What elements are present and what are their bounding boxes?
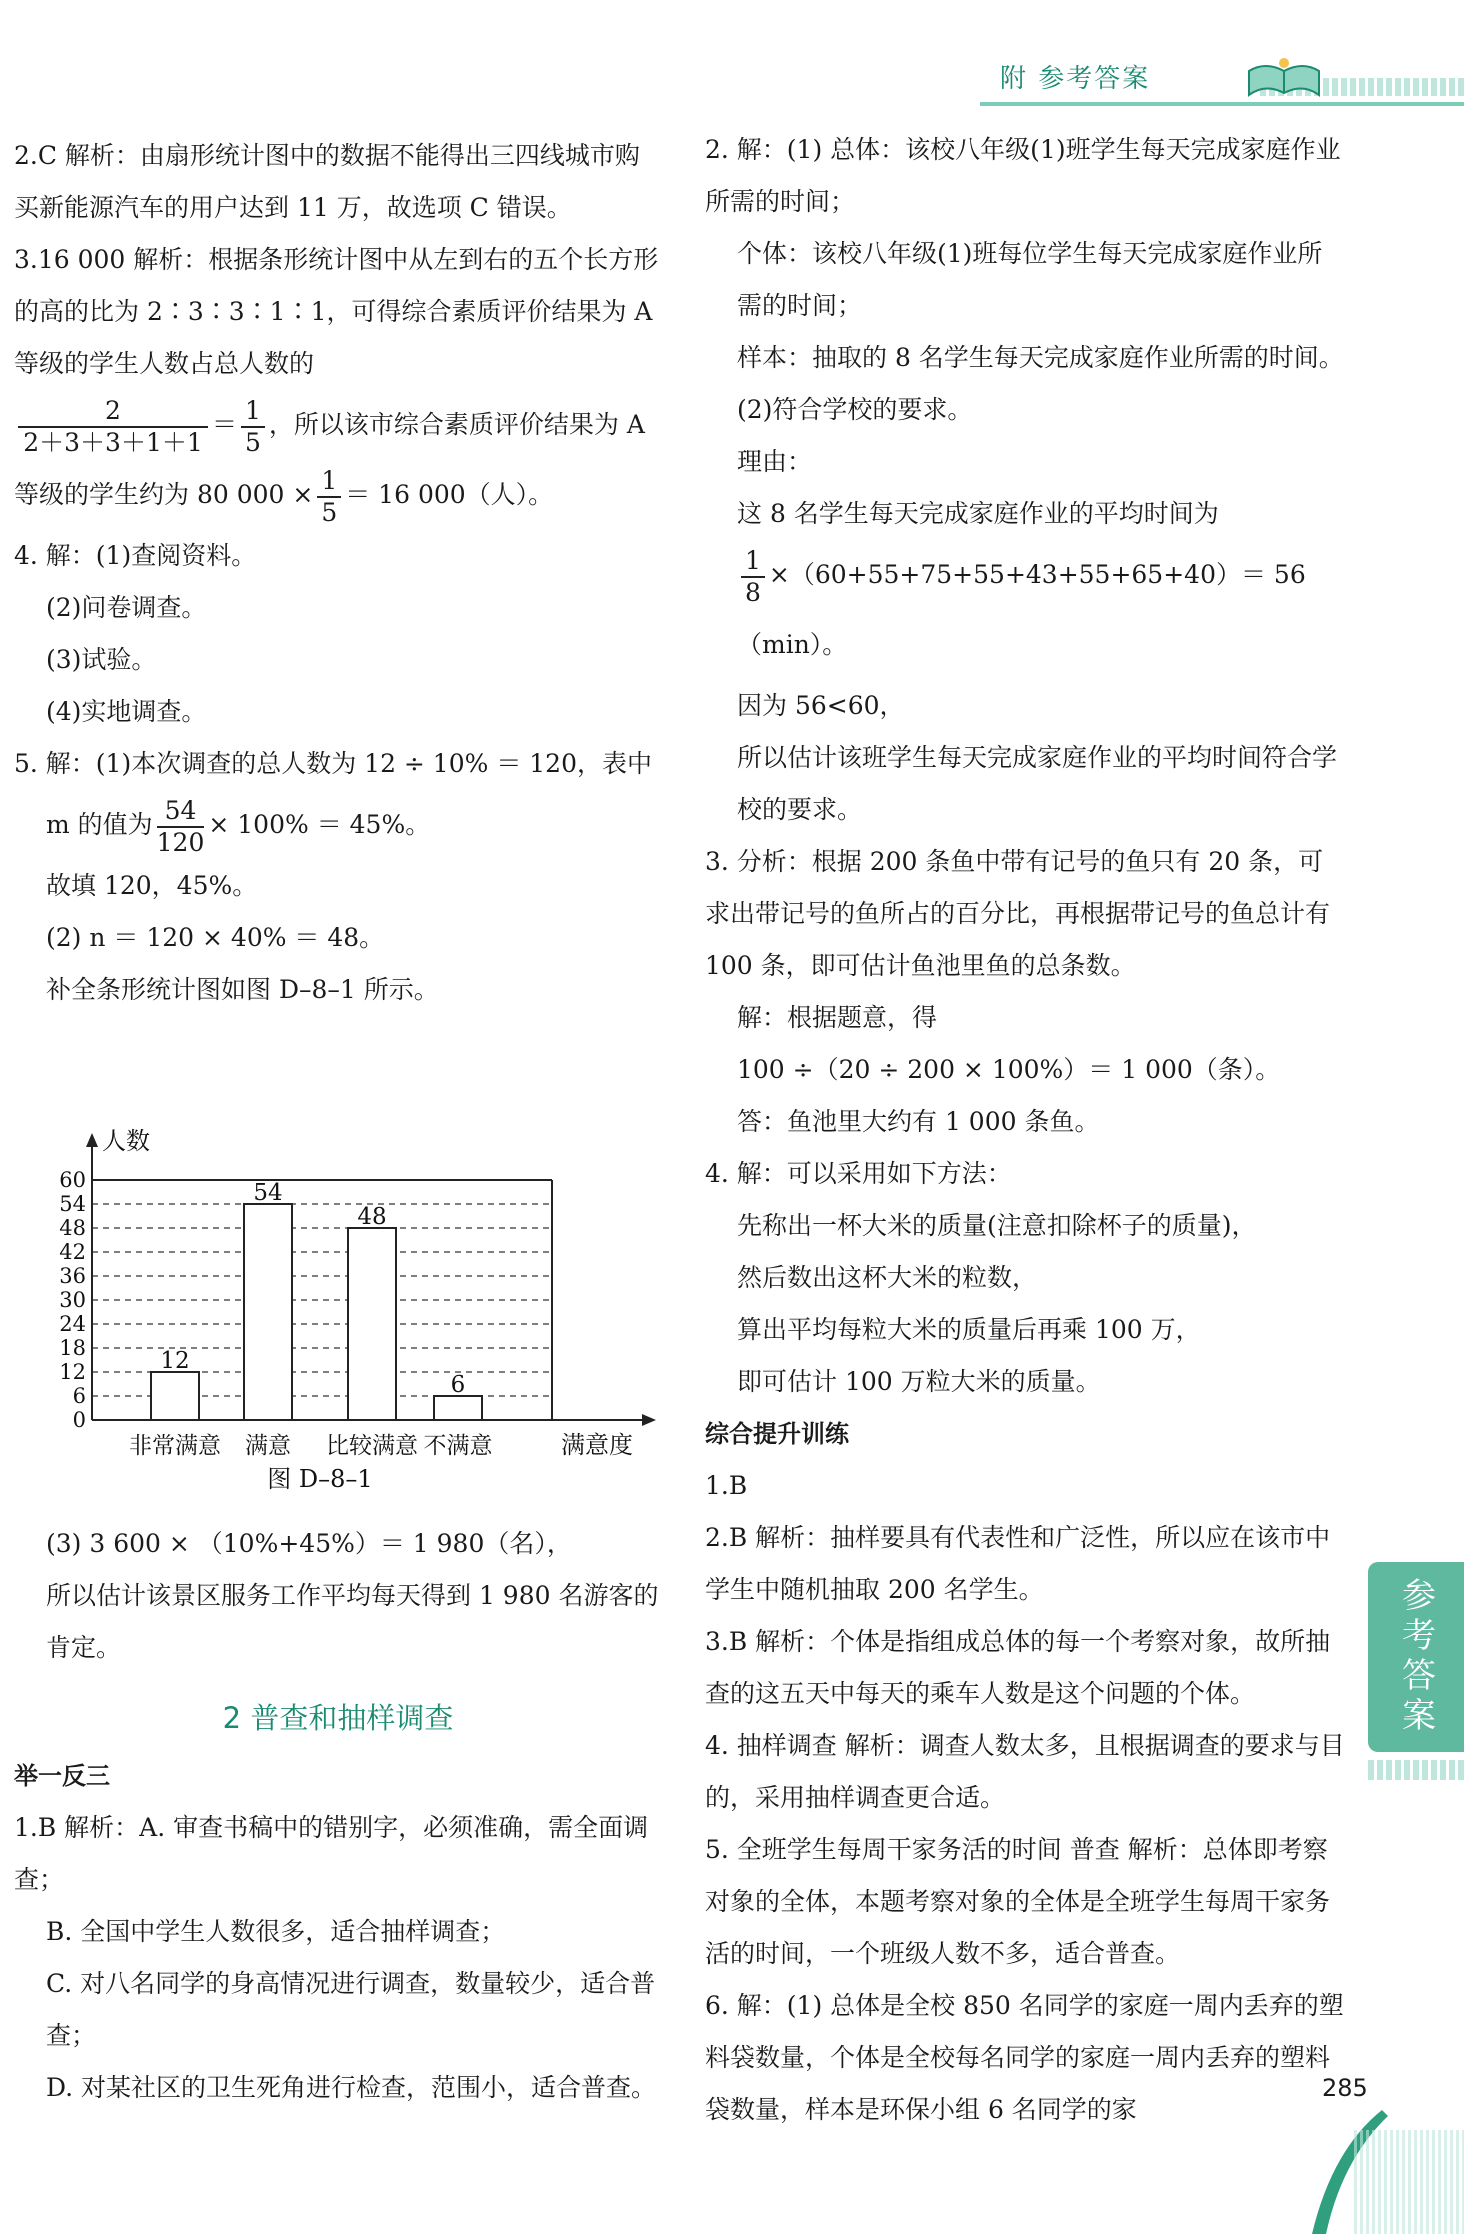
x-axis-arrow — [642, 1414, 656, 1426]
fraction: $\frac{1}{5}$ — [241, 396, 265, 458]
answer-2: 2.C 解析：由扇形统计图中的数据不能得出三四线城市购买新能源汽车的用户达到 11 万，故选项 C 错误。 — [14, 141, 640, 222]
answer-3: 3.16 000 解析：根据条形统计图中从左到右的五个长方形的高的比为 2∶3∶3∶1∶1，可得综合素质评价结果为 A 等级的学生人数占总人数的 — [14, 245, 659, 378]
answer-5: 5. 解：(1)本次调查的总人数为 12 ÷ 10% ＝ 120，表中 — [14, 749, 652, 778]
left-column — [14, 130, 662, 1016]
y-axis-label: 人数 — [102, 1127, 150, 1155]
x-tick-label: 不满意 — [423, 1433, 493, 1459]
sec-answer-1c: C. 对八名同学的身高情况进行调查，数量较少，适合普查； — [46, 1969, 656, 2050]
side-stripe — [1368, 1760, 1464, 1780]
z-answer-2: 2.B 解析：抽样要具有代表性和广泛性，所以应在该市中学生中随机抽取 200 名学生。 — [705, 1523, 1331, 1604]
r-answer-2-formula: $\frac{1}{8}$ ×（60+55+75+55+43+55+65+40）＝ 56（min）。 — [737, 545, 1306, 659]
subsection-title: 举一反三 — [14, 1762, 110, 1790]
right-column — [705, 124, 1345, 2136]
x-axis-label: 满意度 — [561, 1431, 633, 1459]
bar-chart — [40, 1125, 670, 1490]
y-tick-label: 0 — [72, 1408, 86, 1432]
r-answer-2-2: (2)符合学校的要求。 — [737, 395, 973, 424]
y-tick-label: 30 — [59, 1288, 86, 1312]
z-answer-6: 6. 解：(1) 总体是全校 850 名同学的家庭一周内丢弃的塑料袋数量，个体是全校每名同学的家庭一周内丢弃的塑料袋数量，样本是环保小组 6 名同学的家 — [705, 1991, 1344, 2124]
r-answer-3-ans: 答：鱼池里大约有 1 000 条鱼。 — [737, 1107, 1100, 1136]
answer-5-3: (3) 3 600 × （10%+45%）＝ 1 980（名）， — [46, 1529, 572, 1558]
sec-answer-1: 1.B 解析：A. 审查书稿中的错别字，必须准确，需全面调查； — [14, 1813, 649, 1894]
bar — [151, 1372, 199, 1420]
header-rule — [980, 102, 1464, 106]
r-answer-3: 3. 分析：根据 200 条鱼中带有记号的鱼只有 20 条，可求出带记号的鱼所占的百分比，再根据带记号的鱼总计有 100 条，即可估计鱼池里鱼的总条数。 — [705, 847, 1331, 980]
section-title: 2 普查和抽样调查 — [222, 1701, 454, 1735]
r-answer-4-step1: 先称出一杯大米的质量(注意扣除杯子的质量)， — [737, 1211, 1257, 1240]
r-answer-3-calc: 100 ÷（20 ÷ 200 × 100%）＝ 1 000（条）。 — [737, 1055, 1281, 1084]
r-answer-2-because: 因为 56<60， — [737, 691, 905, 720]
left-column-lower — [14, 1518, 662, 2114]
r-answer-4-step2: 然后数出这杯大米的粒数， — [737, 1263, 1038, 1292]
header-title: 附 参考答案 — [1000, 64, 1151, 94]
z-answer-1: 1.B — [705, 1471, 748, 1500]
answer-5-fill: 故填 120，45%。 — [46, 871, 258, 900]
r-answer-2-reason: 理由： — [737, 447, 813, 476]
y-axis-arrow — [86, 1133, 98, 1147]
bar-value-label: 12 — [160, 1348, 190, 1374]
y-tick-label: 18 — [59, 1336, 86, 1360]
corner-decoration — [1312, 2110, 1464, 2234]
side-tab: 参考答案 — [1368, 1562, 1464, 1752]
fraction: $\frac{1}{8}$ — [741, 546, 765, 608]
r-answer-4: 4. 解：可以采用如下方法： — [705, 1159, 1012, 1188]
r-answer-2-individual: 个体：该校八年级(1)班每位学生每天完成家庭作业所需的时间； — [737, 239, 1323, 320]
chart-caption: 图 D–8–1 — [267, 1465, 373, 1490]
y-tick-label: 42 — [59, 1240, 86, 1264]
fraction: $\frac{2}{2+3+3+1+1}$ — [18, 396, 208, 458]
x-tick-label: 满意 — [245, 1433, 291, 1459]
r-answer-2-mean: 这 8 名学生每天完成家庭作业的平均时间为 — [737, 499, 1219, 528]
y-tick-label: 12 — [59, 1360, 86, 1384]
r-answer-3-sol: 解：根据题意，得 — [737, 1003, 938, 1032]
bar — [348, 1228, 396, 1420]
z-answer-5: 5. 全班学生每周干家务活的时间 普查 解析：总体即考察对象的全体，本题考察对象的全体是全班学生每周干家务活的时间，一个班级人数不多，适合普查。 — [705, 1835, 1331, 1968]
book-icon — [1245, 55, 1323, 103]
subsection-title-2: 综合提升训练 — [705, 1420, 849, 1448]
answer-4-4: (4)实地调查。 — [46, 697, 207, 726]
bar-value-label: 6 — [450, 1372, 466, 1398]
answer-3-formula: $\frac{2}{2+3+3+1+1}$ ＝ $\frac{1}{5}$ ，所以该市综合素质评价结果为 A — [14, 390, 662, 460]
answer-4-3: (3)试验。 — [46, 645, 157, 674]
bar-value-label: 54 — [253, 1180, 283, 1206]
r-answer-2-sample: 样本：抽取的 8 名学生每天完成家庭作业所需的时间。 — [737, 343, 1344, 372]
answer-5-2: (2) n ＝ 120 × 40% ＝ 48。 — [46, 923, 385, 952]
answer-5-m: m 的值为 $\frac{54}{120}$ × 100% ＝ 45%。 — [46, 795, 431, 857]
answer-3-result: 等级的学生约为 80 000 × $\frac{1}{5}$ ＝ 16 000（人）。 — [14, 465, 554, 527]
answer-4-2: (2)问卷调查。 — [46, 593, 207, 622]
y-tick-label: 24 — [59, 1312, 86, 1336]
y-tick-label: 54 — [59, 1192, 86, 1216]
answer-4: 4. 解：(1)查阅资料。 — [14, 541, 257, 570]
x-tick-label: 比较满意 — [326, 1433, 418, 1459]
z-answer-3: 3.B 解析：个体是指组成总体的每一个考察对象，故所抽查的这五天中每天的乘车人数是这个问题的个体。 — [705, 1627, 1331, 1708]
y-tick-label: 36 — [59, 1264, 86, 1288]
bar — [244, 1204, 292, 1420]
bar — [434, 1396, 482, 1420]
page-number: 285 — [1322, 2074, 1368, 2102]
y-tick-label: 60 — [59, 1168, 86, 1192]
fraction: $\frac{1}{5}$ — [317, 466, 341, 528]
y-tick-label: 6 — [72, 1384, 86, 1408]
sec-answer-1d: D. 对某社区的卫生死角进行检查，范围小，适合普查。 — [46, 2073, 657, 2102]
fraction: $\frac{54}{120}$ — [156, 795, 205, 857]
bar-value-label: 48 — [357, 1204, 387, 1230]
r-answer-2-conclusion: 所以估计该班学生每天完成家庭作业的平均时间符合学校的要求。 — [737, 743, 1338, 824]
answer-5-chart-note: 补全条形统计图如图 D–8–1 所示。 — [46, 975, 439, 1004]
r-answer-4-step3: 算出平均每粒大米的质量后再乘 100 万， — [737, 1315, 1201, 1344]
z-answer-4: 4. 抽样调查 解析：调查人数太多，且根据调查的要求与目的，采用抽样调查更合适。 — [705, 1731, 1345, 1812]
y-tick-label: 48 — [59, 1216, 86, 1240]
x-tick-label: 非常满意 — [129, 1433, 221, 1459]
r-answer-4-step4: 即可估计 100 万粒大米的质量。 — [737, 1367, 1101, 1396]
answer-5-conclusion: 所以估计该景区服务工作平均每天得到 1 980 名游客的肯定。 — [46, 1581, 659, 1662]
sec-answer-1b: B. 全国中学生人数很多，适合抽样调查； — [46, 1917, 506, 1946]
r-answer-2: 2. 解：(1) 总体：该校八年级(1)班学生每天完成家庭作业所需的时间； — [705, 135, 1341, 216]
